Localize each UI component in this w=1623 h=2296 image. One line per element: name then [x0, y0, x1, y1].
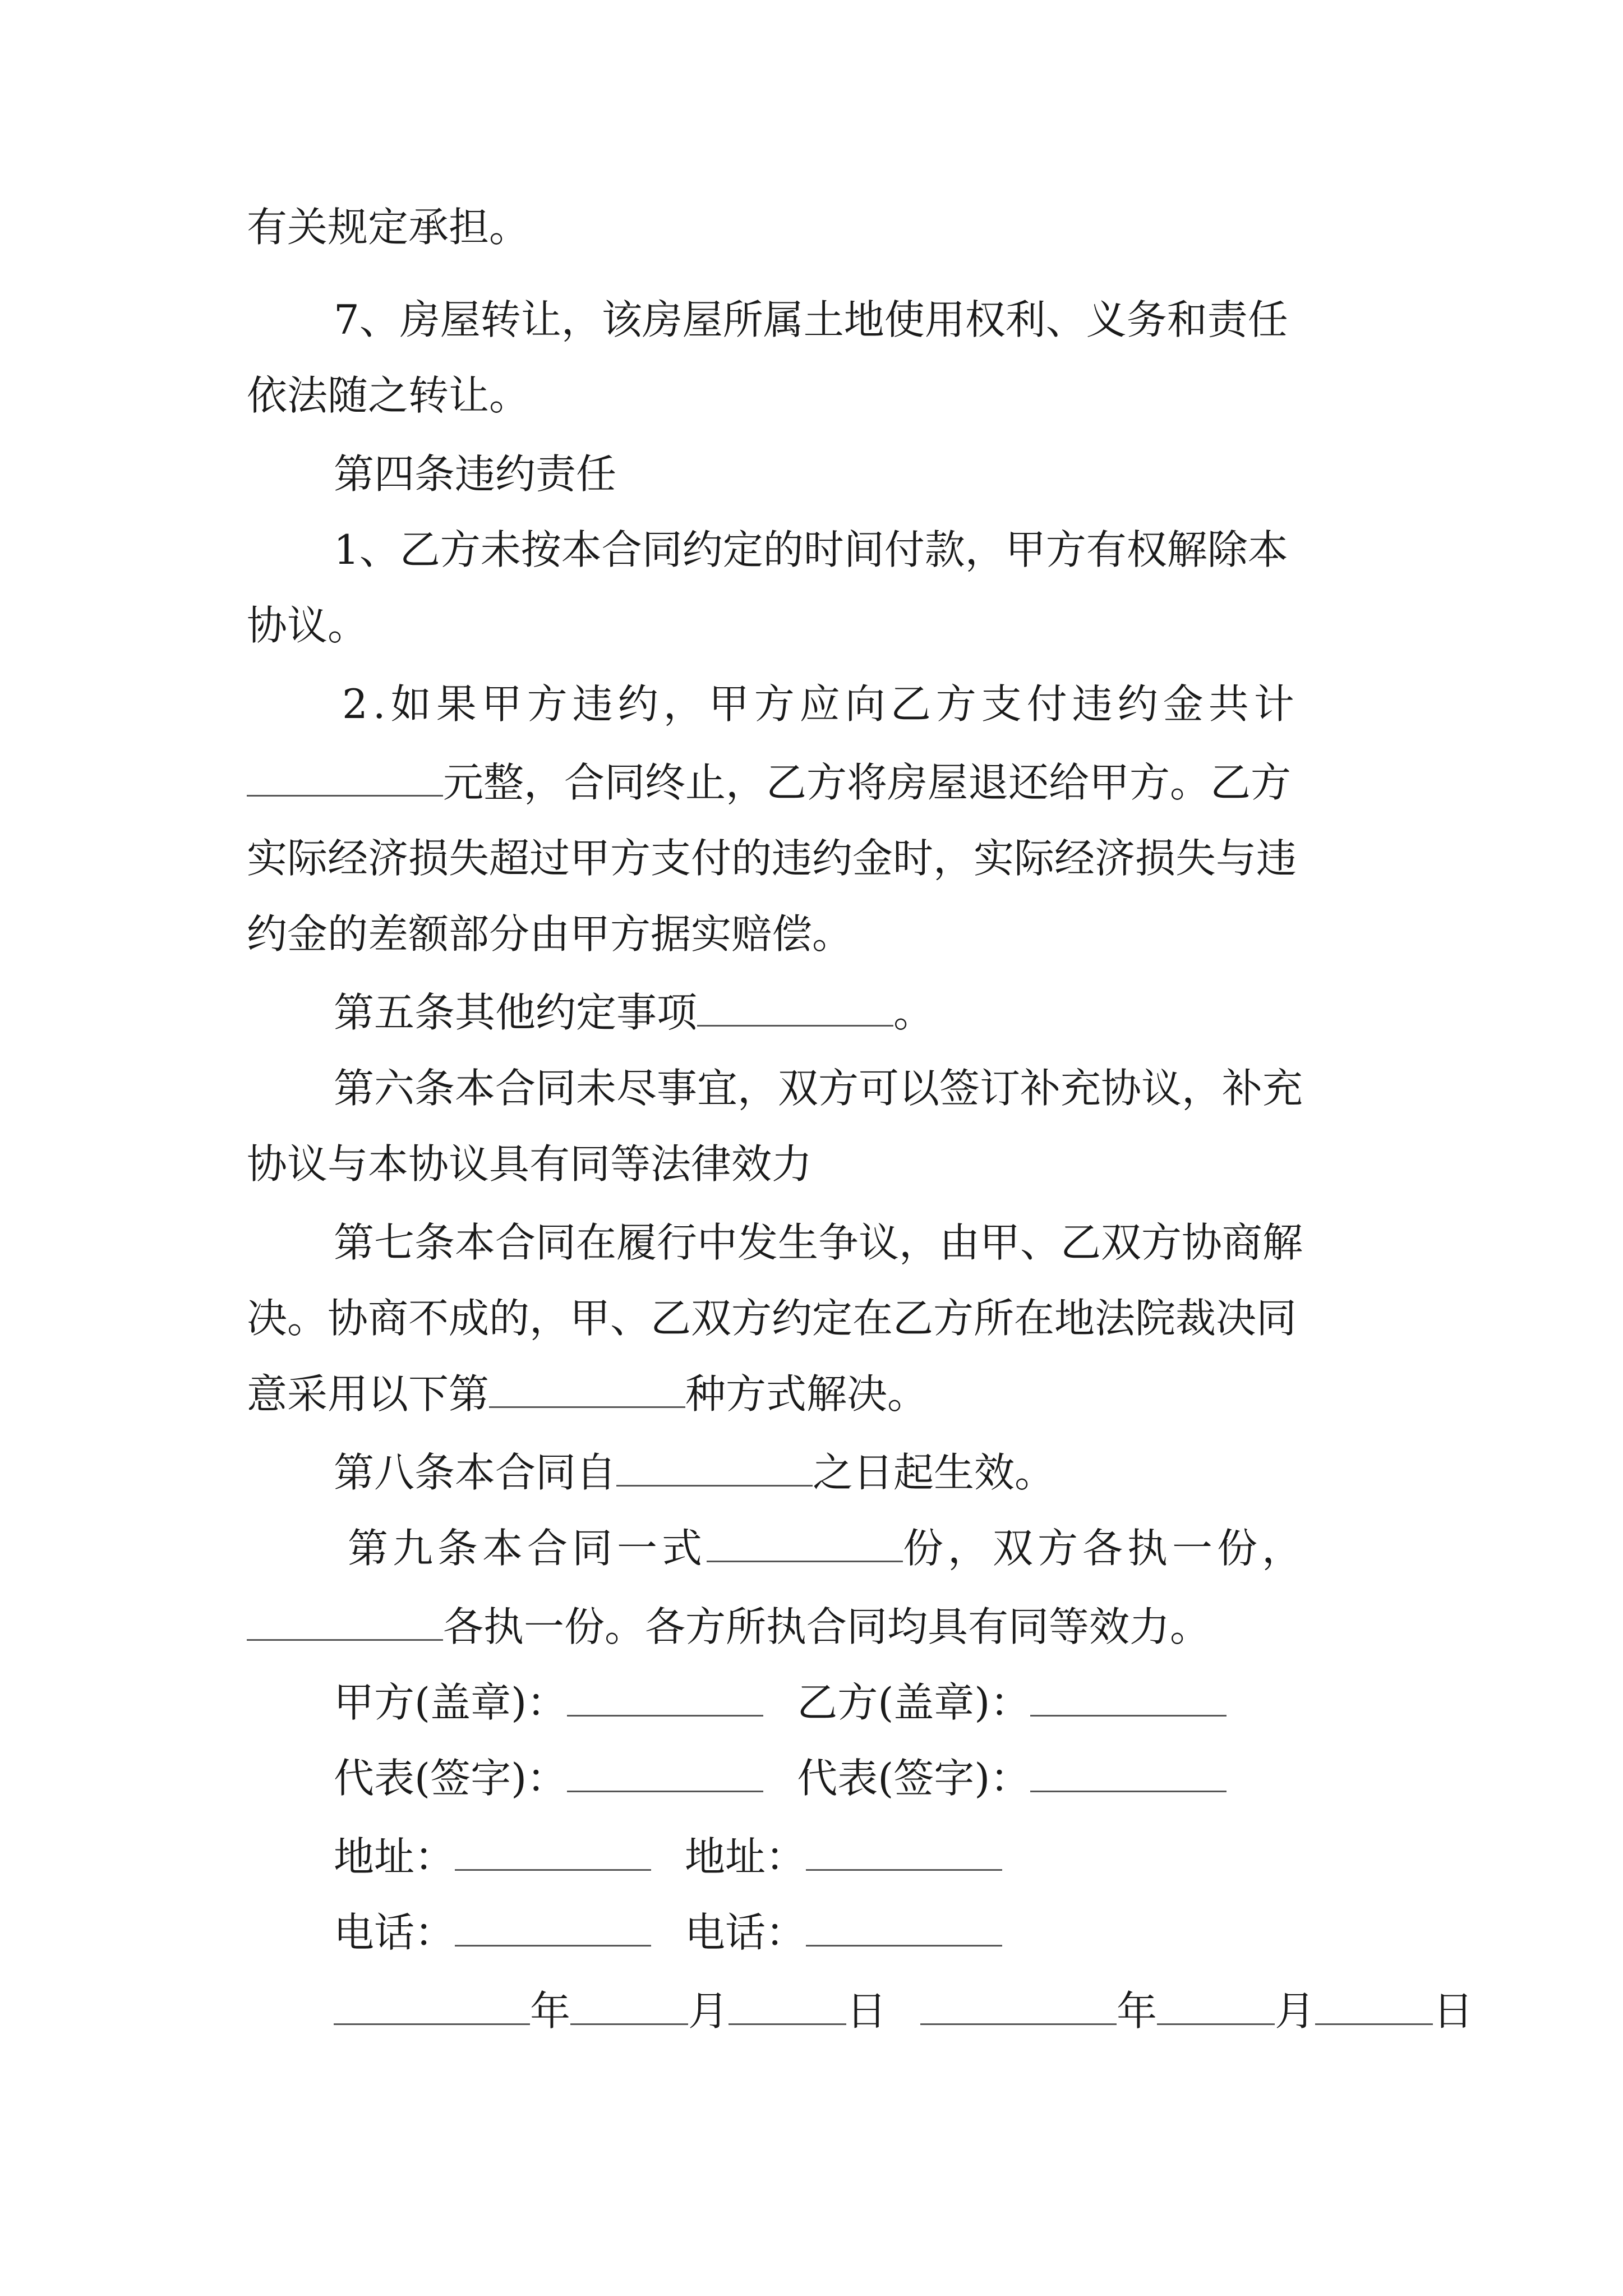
- article-7-text-3b: 种方式解决。: [685, 1370, 928, 1418]
- party-a-day-label: 日: [846, 1987, 887, 2035]
- article-8-text-a: 第八条本合同自: [334, 1449, 617, 1496]
- copies-count-blank[interactable]: [707, 1521, 903, 1562]
- article-8: [334, 1442, 1055, 1503]
- article-9-text-2: 各执一份。各方所执合同均具有同等效力。: [443, 1603, 1211, 1650]
- article-5-text: 第五条其他约定事项: [334, 989, 698, 1036]
- article-7-text-2: 决。协商不成的，甲、乙双方约定在乙方所在地法院裁决同: [247, 1295, 1297, 1342]
- signature-rep-row: [334, 1747, 1227, 1809]
- signature-party-row: [334, 1672, 1227, 1733]
- article-4-item-2-text-3: 实际经济损失超过甲方支付的违约金时，实际经济损失与违: [247, 835, 1297, 882]
- item-7-text-1: 7、房屋转让，该房屋所属土地使用权利、义务和责任: [334, 296, 1288, 343]
- article-6-text-2: 协议与本协议具有同等法律效力: [247, 1140, 813, 1188]
- article-7-text-1: 第七条本合同在履行中发生争议，由甲、乙双方协商解: [334, 1219, 1303, 1266]
- article-4-title: [334, 443, 616, 505]
- party-a-rep-blank[interactable]: [567, 1751, 763, 1792]
- article-7-line-1: [334, 1212, 1303, 1273]
- party-a-address-label: 地址：: [334, 1833, 455, 1880]
- party-a-phone-blank[interactable]: [455, 1906, 651, 1947]
- party-a-year-blank[interactable]: [334, 1984, 530, 2025]
- article-4-item-2-text-1: 2.如果甲方违约，甲方应向乙方支付违约金共计: [342, 680, 1299, 728]
- party-a-year-label: 年: [530, 1987, 571, 2035]
- party-a-seal-label: 甲方(盖章)：: [334, 1679, 568, 1726]
- item-7-line-1: [334, 289, 1288, 351]
- article-6-text-1: 第六条本合同未尽事宜，双方可以签订补充协议，补充: [334, 1065, 1303, 1112]
- copies-holder-blank[interactable]: [247, 1600, 443, 1641]
- article-4-item-1-line-2: [247, 595, 368, 656]
- signature-phone-row: [334, 1902, 1002, 1963]
- party-b-phone-label: 电话：: [685, 1909, 806, 1956]
- party-b-month-blank[interactable]: [1157, 1984, 1275, 2025]
- party-a-seal-blank[interactable]: [567, 1676, 763, 1717]
- article-7-text-3a: 意采用以下第: [247, 1370, 490, 1418]
- party-b-day-label: 日: [1433, 1987, 1474, 2035]
- article-5-blank[interactable]: [697, 986, 893, 1027]
- article-4-item-1-text-1: 1、乙方未按本合同约定的时间付款，甲方有权解除本: [334, 526, 1288, 573]
- article-7-line-3: [247, 1363, 928, 1425]
- dispute-method-blank[interactable]: [489, 1367, 685, 1408]
- party-b-address-blank[interactable]: [806, 1830, 1002, 1871]
- party-b-seal-label: 乙方(盖章)：: [797, 1679, 1031, 1726]
- article-4-title-text: 第四条违约责任: [334, 450, 617, 498]
- article-4-item-1-text-2: 协议。: [247, 602, 368, 649]
- party-b-seal-blank[interactable]: [1030, 1676, 1227, 1717]
- item-7-text-2: 依法随之转让。: [247, 372, 530, 419]
- party-b-year-label: 年: [1117, 1987, 1158, 2035]
- party-b-year-blank[interactable]: [920, 1984, 1117, 2025]
- party-b-rep-blank[interactable]: [1030, 1751, 1227, 1792]
- article-6-line-1: [334, 1057, 1303, 1119]
- paragraph-continuation: [247, 196, 529, 258]
- article-9-text-1a: 第九条本合同一式: [348, 1525, 707, 1572]
- party-b-phone-blank[interactable]: [806, 1906, 1002, 1947]
- party-b-month-label: 月: [1275, 1987, 1316, 2035]
- party-a-address-blank[interactable]: [455, 1830, 651, 1871]
- party-b-day-blank[interactable]: [1315, 1984, 1433, 2025]
- article-9-line-2: [247, 1596, 1210, 1658]
- article-6-line-2: [247, 1133, 812, 1195]
- article-4-item-2-text-4: 约金的差额部分由甲方据实赔偿。: [247, 910, 853, 958]
- item-7-line-2: [247, 365, 529, 426]
- party-a-phone-label: 电话：: [334, 1909, 455, 1956]
- party-a-month-blank[interactable]: [570, 1984, 688, 2025]
- effective-date-blank[interactable]: [616, 1446, 813, 1487]
- article-8-text-b: 之日起生效。: [813, 1449, 1055, 1496]
- article-9-line-1: [348, 1517, 1307, 1579]
- article-4-item-2-text-2: 元整，合同终止，乙方将房屋退还给甲方。乙方: [443, 759, 1292, 806]
- article-4-item-1-line-1: [334, 519, 1288, 581]
- article-4-item-2-line-2: [247, 752, 1291, 813]
- article-4-item-2-line-3: [247, 827, 1297, 889]
- signature-address-row: [334, 1826, 1002, 1888]
- text-continuation: 有关规定承担。: [247, 204, 530, 251]
- party-b-address-label: 地址：: [685, 1833, 806, 1880]
- penalty-amount-blank[interactable]: [247, 756, 443, 797]
- party-a-rep-label: 代表(签字)：: [334, 1755, 568, 1802]
- article-4-item-2-line-4: [247, 903, 852, 965]
- party-a-day-blank[interactable]: [728, 1984, 846, 2025]
- party-a-month-label: 月: [688, 1987, 729, 2035]
- article-7-line-2: [247, 1287, 1297, 1349]
- party-b-rep-label: 代表(签字)：: [797, 1755, 1031, 1802]
- article-5-end: 。: [893, 989, 934, 1036]
- article-5: [334, 982, 934, 1043]
- article-4-item-2-line-1: [342, 673, 1299, 735]
- signature-date-row: [334, 1980, 1473, 2042]
- article-9-text-1b: 份，双方各执一份，: [903, 1525, 1307, 1572]
